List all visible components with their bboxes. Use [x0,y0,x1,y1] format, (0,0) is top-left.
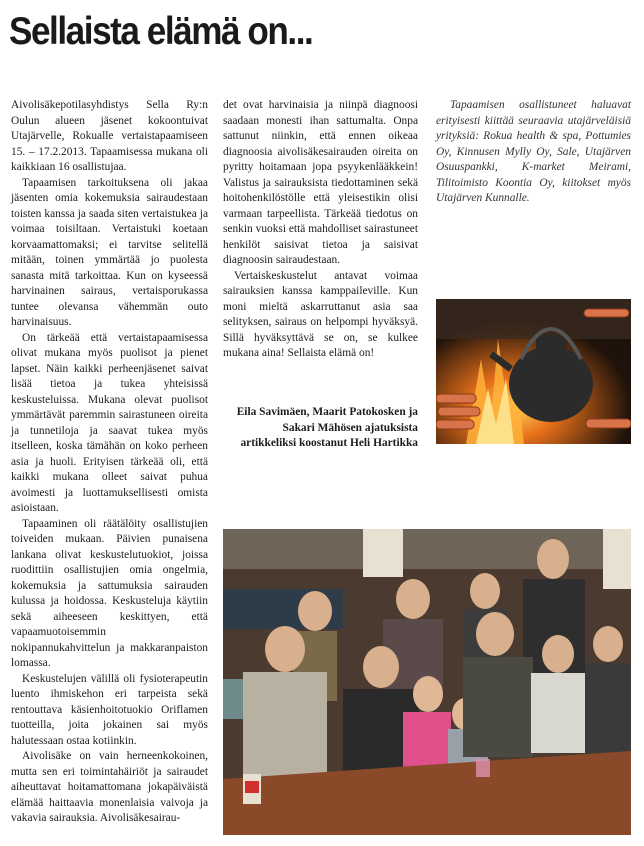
paragraph: Vertaiskeskustelut antavat voimaa sairauksien kanssa kamppaileville. Kun moni mieltä askarruttanut asia saa selityksen, sairaus on helpompi hyväksyä. Sillä hyväksyttävä se on, se kulkee mukana aina! Sellaista elämä on! [223,269,418,359]
group-photo [223,529,631,835]
author-credit: Eila Savimäen, Maarit Patokosken ja Sakari Mähösen ajatuksista artikkeliksi koostanut Heli Hartikka [236,406,418,449]
paragraph: det ovat harvinaisia ja niinpä diagnoosi saadaan monesti ihan sattumalta. Onpa sattunut niinkin, että ennen oikeaa diagnoosia aivolisäkesairauden oireita on pyritty hoitamaan jopa psyykenlääkkein! Valistus ja sairauksista tiedottaminen sekä hoitohenkilöstölle että yleisestikin olisi varmaan tarpeellista. Tärkeää tiedotus on senkin vuoksi että mahdolliset sairastuneet henkilöt saisivat tietoa ja saisivat diagnoosin sairaudestaan. [223,99,418,266]
thanks-text: Tapaamisen osallistuneet haluavat erityisesti kiittää seuraavia utajärveläisiä yrityksiä: Rokua health & spa, Pottumies Oy, Kinnusen Mylly Oy, Sale, Utajärven Osuuspankki, K-market Meirami, Tilitoimisto Koontia Oy, kiitokset myös Utajärven Kunnalle. [436,99,631,204]
paragraph: Aivolisäke on vain herneenkokoinen, mutta sen eri toimintahäiriöt ja sairaudet aiheuttavat hoitamattomana jokapäiväistä elämää haittaavia monenlaisia vaivoja ja vakavia sairauksia. Aivolisäkesairau- [11,750,208,824]
paragraph: Tapaaminen oli räätälöity osallistujien toiveiden mukaan. Päivien punaisena lankana olivat keskustelutuokiot, joissa ruodittiin osallistujien omia ongelmia, kokemuksia ja sattumuksia sairauden kulussa ja hoidossa. Keskusteluja käytiin sekä aiheeseen keskittyen, että vapaamuotoisemmin nokipannukahvittelun ja makkaranpaiston lomassa. [11,517,208,669]
article-headline: Sellaista elämä on... [9,10,313,53]
paragraph: Tapaamisen tarkoituksena oli jakaa jäsenten omia kokemuksia sairaudestaan toisten kanssa ja saada siten vertaistukea ja voimaa toisiltaan. Vertaistuki koetaan korvaamattomaksi; ei tarvitse selitellä mitään, toinen ymmärtää jo puolesta sanasta mitä tarkoittaa. Kun on kyseessä harvinainen sairaus, vertaisporukassa tuntee olevansa vähemmän outo harvinaisuus. [11,176,208,328]
article-column-1 [11,98,208,827]
article-column-2 [223,98,418,362]
campfire-kettle-photo [436,299,631,444]
thanks-column [436,98,631,207]
paragraph: Aivolisäkepotilasyhdistys Sella Ry:n Oulun alueen jäsenet kokoontuivat Utajärvelle, Rokualle vertaistapaamiseen 15. – 17.2.2013. Tapaamisessa mukana oli kaikkiaan 16 osallistujaa. [11,99,208,173]
paragraph: On tärkeää että vertaistapaamisessa olivat mukana myös puolisot ja pienet lapset. Näin kaikki perheenjäsenet saivat lisää tietoa ja tukea yhteisissä keskusteluissa. Mukana olevat puolisot ymmärtävät paremmin sairastuneen oireita ja tunnetiloja ja saavat tukea myös itselleen, koska tämähän on koko perheen asia ja huoli. Erityisen tärkeää oli, että kaikki mukana olleet saivat puhua avoimesti ja luottamuksellisesti omista asioistaan. [11,331,208,514]
paragraph: Keskustelujen välillä oli fysioterapeutin luento ihmiskehon eri tarpeista sekä rentouttava käsienhoitotuokio Oriflamen tuotteilla, joita jokainen sai myös halutessaan ostaa kotiinkin. [11,672,208,747]
